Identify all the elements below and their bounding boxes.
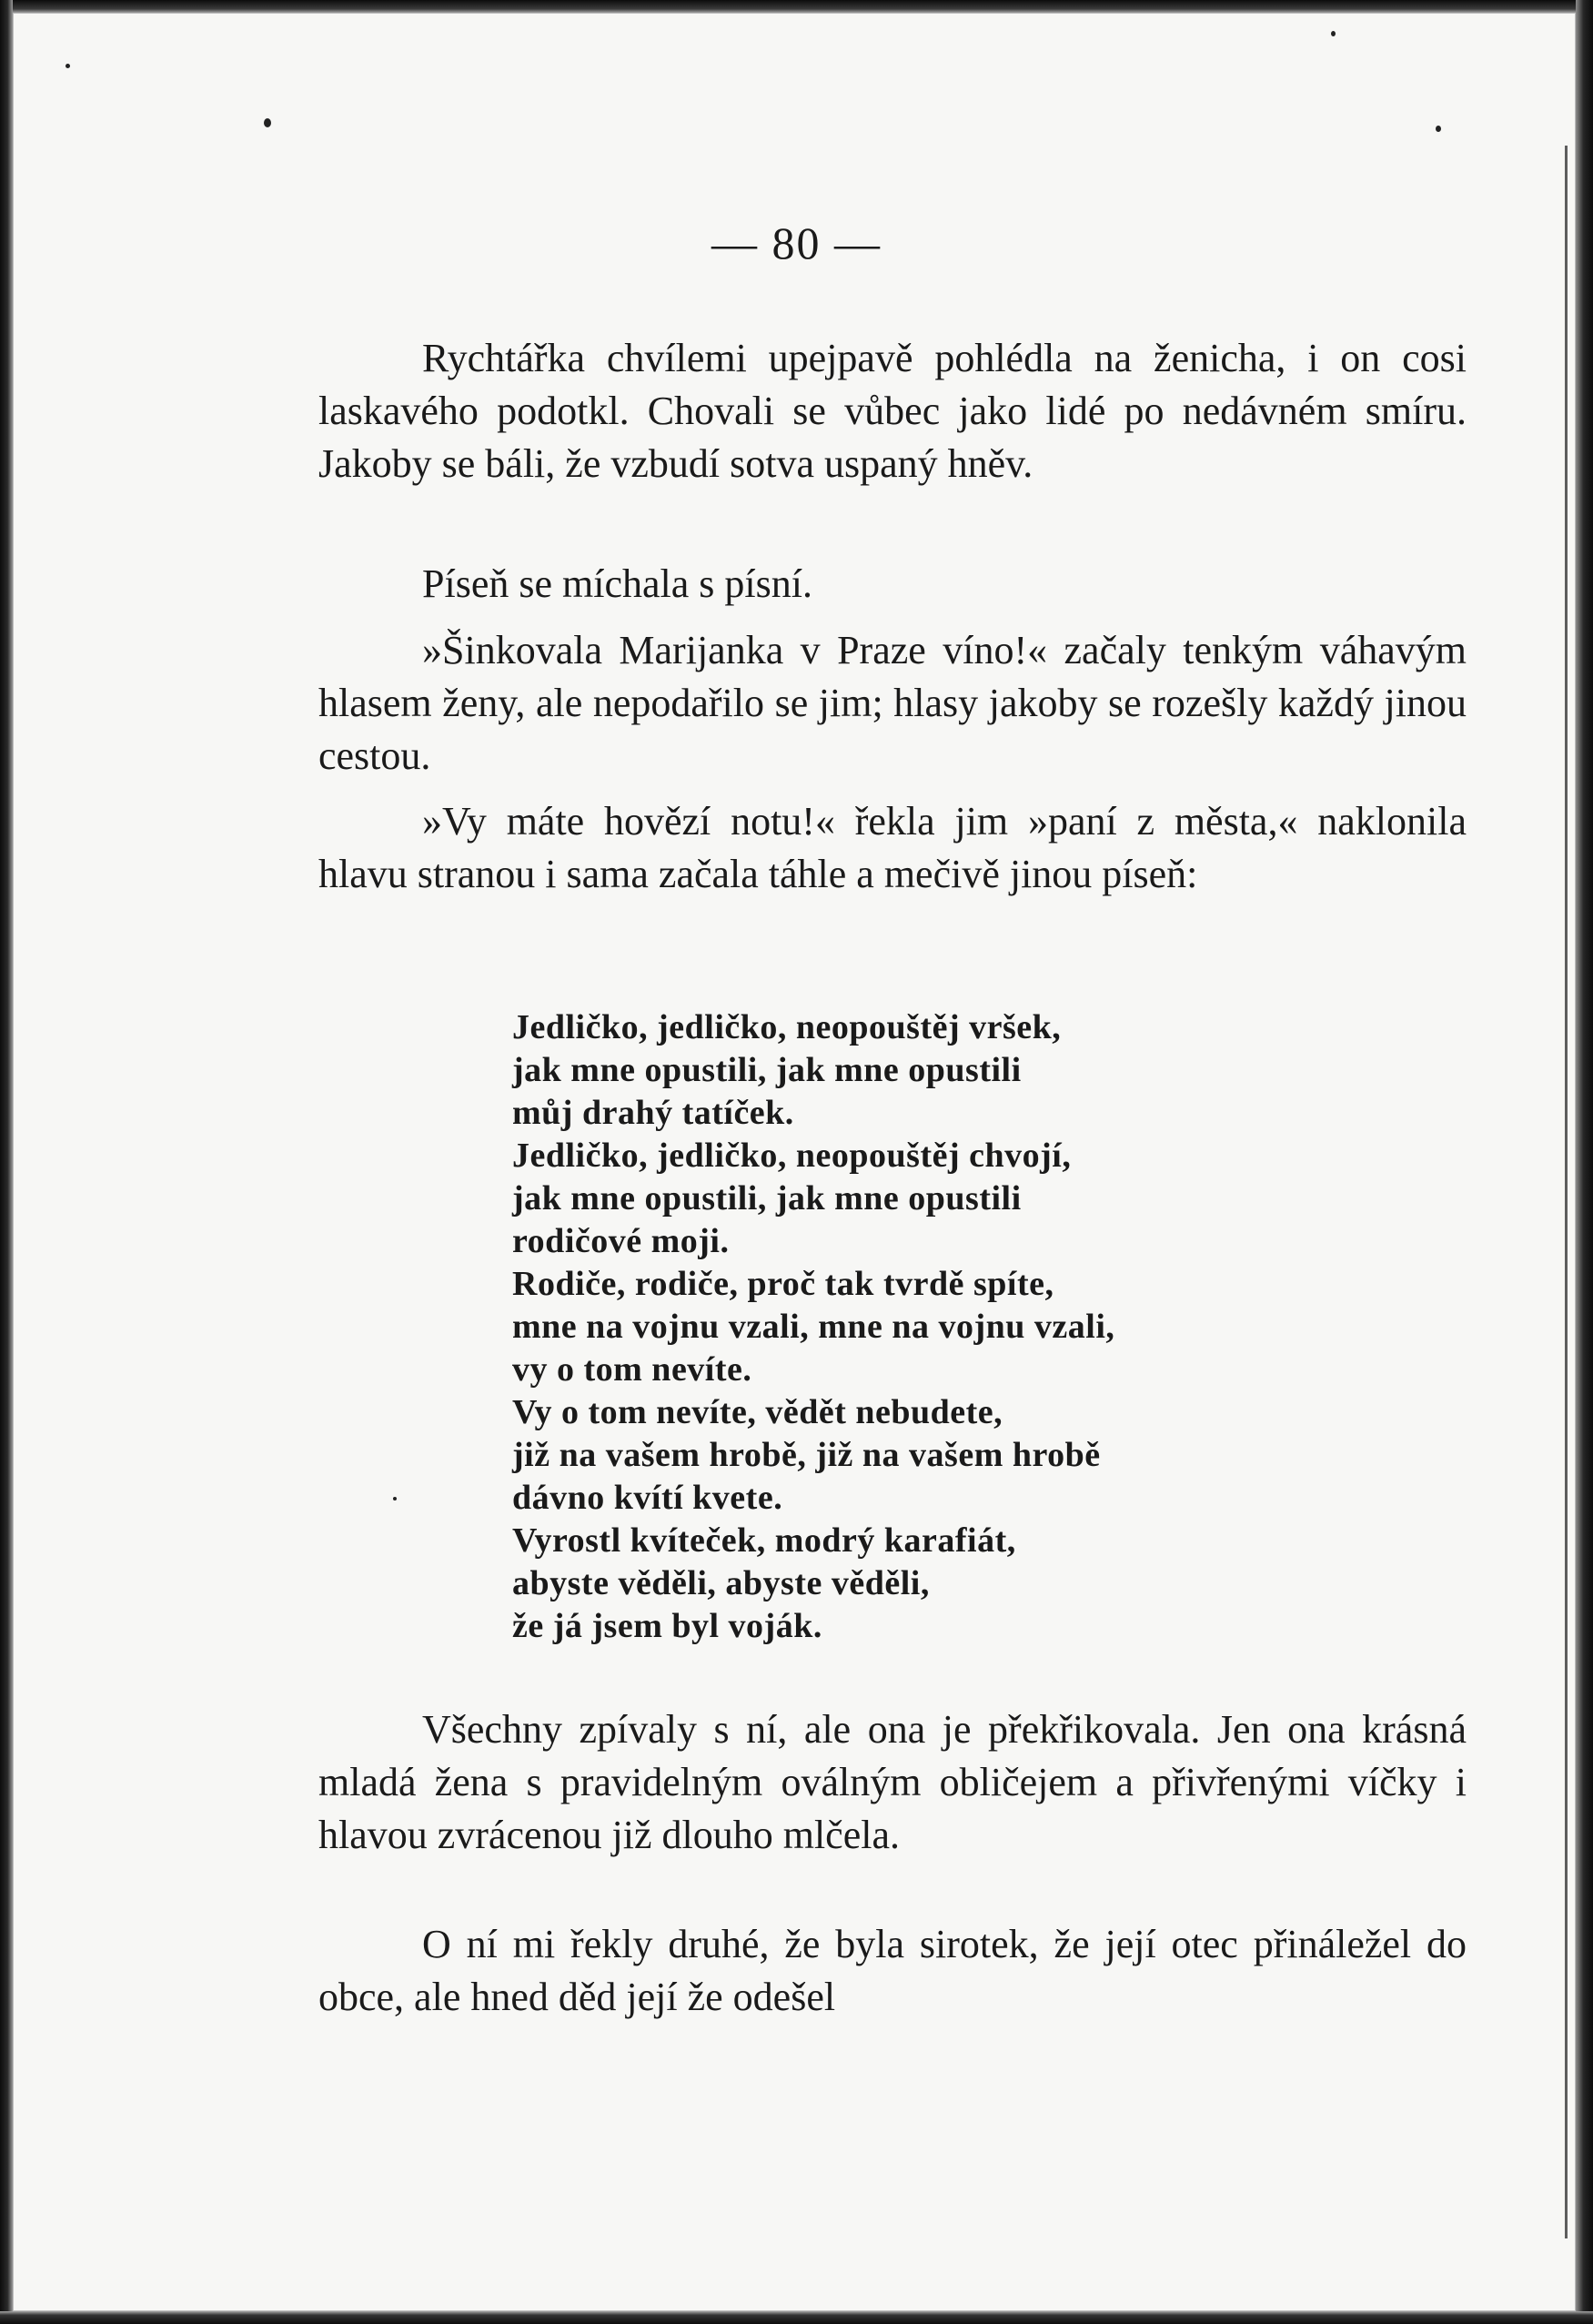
verse-line: můj drahý tatíček.	[512, 1094, 794, 1132]
scan-edge-bottom	[0, 2311, 1593, 2324]
verse-line: Rodiče, rodiče, proč tak tvrdě spíte,	[512, 1265, 1054, 1303]
verse-line: Vy o tom nevíte, vědět nebudete,	[512, 1393, 1003, 1431]
scan-edge-left	[0, 0, 13, 2324]
scan-speck	[1436, 126, 1441, 132]
paragraph-text: Rychtářka chvílemi upejpavě pohlédla na ženicha, i on cosi laskavého podotkl. Chovali se vůbec jako lidé po nedávném smíru. Jakoby se báli, že vzbudí sotva uspaný hněv.	[318, 336, 1467, 486]
verse-line: Vyrostl kvíteček, modrý karafiát,	[512, 1521, 1016, 1560]
paragraph-text: »Vy máte hovězí notu!« řekla jim »paní z města,« naklonila hlavu stranou i sama začala táhle a mečivě jinou píseň:	[318, 799, 1467, 896]
scan-edge-top	[0, 0, 1593, 13]
paragraph-2	[318, 558, 1467, 611]
verse-line: abyste věděli, abyste věděli,	[512, 1564, 930, 1602]
paragraph-text: »Šinkovala Marijanka v Praze víno!« začaly tenkým váhavým hlasem ženy, ale nepodařilo se jim; hlasy jakoby se rozešly každý jinou cestou.	[318, 628, 1467, 778]
scan-speck	[1331, 31, 1336, 36]
scan-edge-right	[1576, 0, 1593, 2324]
paragraph-4	[318, 795, 1467, 901]
verse-line: Jedličko, jedličko, neopouštěj chvojí,	[512, 1137, 1072, 1175]
verse-line: vy o tom nevíte.	[512, 1350, 752, 1389]
verse-line: Jedličko, jedličko, neopouštěj vršek,	[512, 1008, 1062, 1046]
scan-speck	[393, 1497, 397, 1500]
verse-line: mne na vojnu vzali, mne na vojnu vzali,	[512, 1308, 1115, 1346]
verse-line: že já jsem byl voják.	[512, 1607, 822, 1645]
paragraph-text: Všechny zpívaly s ní, ale ona je překřikovala. Jen ona krásná mladá žena s pravidelným oválným obličejem a přivřenými víčky i hlavou zvrácenou již dlouho mlčela.	[318, 1707, 1467, 1857]
paragraph-1	[318, 332, 1467, 490]
song-verse	[512, 1006, 1114, 1648]
verse-line: rodičové moji.	[512, 1222, 730, 1260]
paragraph-5	[318, 1703, 1467, 1862]
scan-speck	[66, 64, 70, 68]
verse-line: jak mne opustili, jak mne opustili	[512, 1179, 1022, 1218]
paragraph-6	[318, 1918, 1467, 2024]
verse-line: dávno kvítí kvete.	[512, 1479, 783, 1517]
verse-line: již na vašem hrobě, již na vašem hrobě	[512, 1436, 1101, 1474]
page-number: — 80 —	[711, 217, 882, 268]
verse-line: jak mne opustili, jak mne opustili	[512, 1051, 1022, 1089]
paragraph-text: O ní mi řekly druhé, že byla sirotek, že její otec přináležel do obce, ale hned děd její že odešel	[318, 1922, 1467, 2019]
paragraph-3	[318, 624, 1467, 783]
scan-speck	[264, 118, 271, 127]
binding-gutter-line	[1565, 146, 1568, 2238]
paragraph-text: Píseň se míchala s písní.	[422, 561, 812, 606]
